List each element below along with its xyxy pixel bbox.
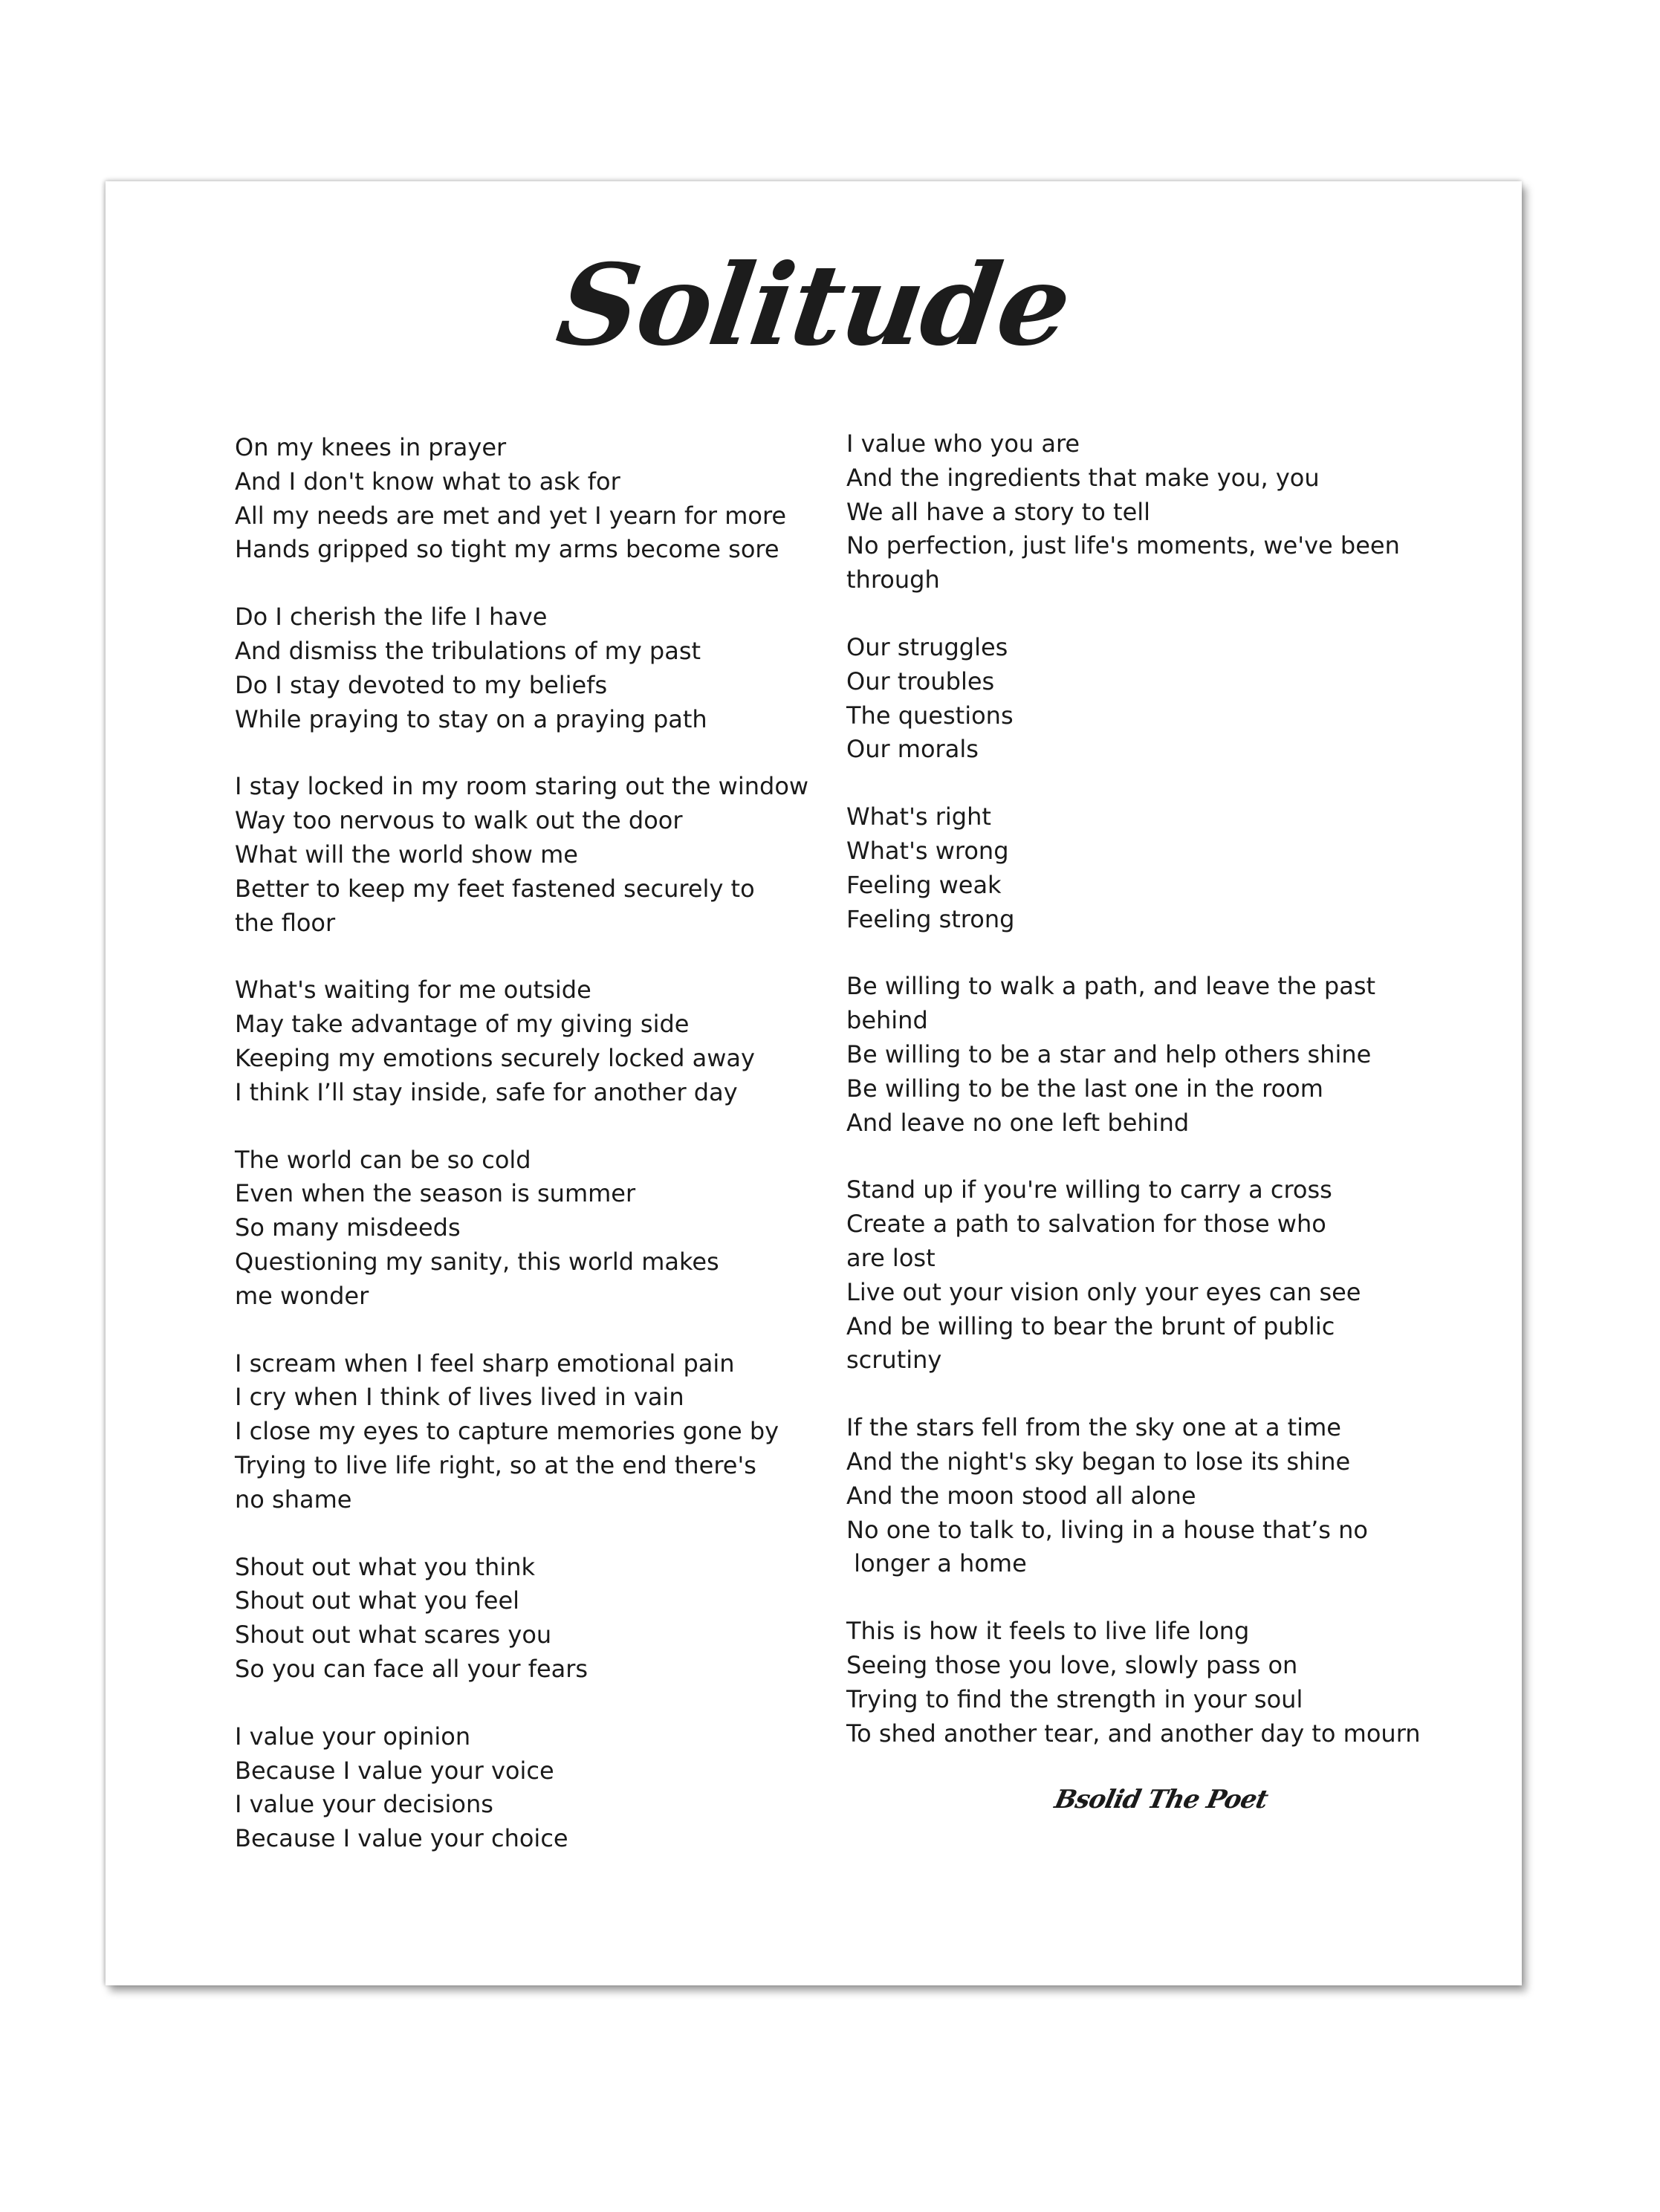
poem-line: Better to keep my feet fastened securely to: [235, 874, 755, 903]
poem-line: the floor: [235, 908, 336, 937]
poem-line: I think I’ll stay inside, safe for another day: [235, 1077, 738, 1106]
poem-line: I scream when I feel sharp emotional pain: [235, 1349, 735, 1378]
poem-line: And the ingredients that make you, you: [846, 463, 1320, 492]
poem-line: This is how it feels to live life long: [846, 1617, 1250, 1646]
poem-line: What's waiting for me outside: [235, 976, 591, 1005]
poem-line: Hands gripped so tight my arms become sore: [235, 535, 779, 564]
poem-line: Our morals: [846, 735, 979, 764]
poem-line: Questioning my sanity, this world makes: [235, 1247, 719, 1276]
poem-line: through: [846, 565, 940, 594]
poem-line: What's wrong: [846, 836, 1009, 865]
poem-line: Shout out what you feel: [235, 1586, 520, 1615]
poem-line: Do I stay devoted to my beliefs: [235, 670, 608, 699]
poem-line: Do I cherish the life I have: [235, 603, 548, 632]
poem-line: All my needs are met and yet I yearn for more: [235, 501, 787, 530]
poem-line: And dismiss the tribulations of my past: [235, 636, 701, 665]
poem-line: Way too nervous to walk out the door: [235, 806, 683, 835]
poem-line: Create a path to salvation for those who: [846, 1210, 1326, 1239]
poem-line: Seeing those you love, slowly pass on: [846, 1650, 1298, 1679]
poem-line: no shame: [235, 1485, 352, 1514]
poem-line: Because I value your choice: [235, 1824, 568, 1853]
stanza: [846, 1411, 1421, 1581]
poem-line: I value your opinion: [235, 1722, 471, 1751]
poem-line: While praying to stay on a praying path: [235, 704, 707, 733]
stanza: [235, 1144, 808, 1314]
poem-left-column: [235, 431, 808, 1890]
stanza: [235, 770, 808, 940]
stanza: [235, 973, 808, 1109]
poem-line: Shout out what scares you: [235, 1621, 552, 1650]
poem-line: And leave no one left behind: [846, 1108, 1190, 1137]
poem-print-sheet: [106, 181, 1522, 1985]
poem-line: I value your decisions: [235, 1790, 493, 1819]
poem-line: So many misdeeds: [235, 1213, 461, 1242]
poem-line: I value who you are: [846, 429, 1080, 458]
poem-line: Feeling strong: [846, 904, 1015, 933]
poem-line: What's right: [846, 802, 991, 831]
poem-line: Our struggles: [846, 632, 1008, 661]
poem-line: And the night's sky began to lose its shine: [846, 1447, 1351, 1476]
stanza: [846, 1173, 1421, 1378]
poem-line: Feeling weak: [846, 870, 1002, 899]
poem-line: scrutiny: [846, 1346, 942, 1375]
poem-line: Our troubles: [846, 666, 995, 695]
poem-line: What will the world show me: [235, 840, 578, 869]
poem-line: Even when the season is summer: [235, 1179, 636, 1208]
poem-line: are lost: [846, 1243, 936, 1272]
stanza: [235, 431, 808, 567]
poem-line: To shed another tear, and another day to mourn: [846, 1719, 1421, 1748]
stanza: [846, 631, 1421, 767]
poem-line: me wonder: [235, 1281, 369, 1310]
poem-line: Trying to find the strength in your soul: [846, 1684, 1303, 1713]
poem-line: Stand up if you're willing to carry a cross: [846, 1175, 1332, 1204]
poem-line: Trying to live life right, so at the end there's: [235, 1450, 756, 1479]
stanza: [235, 600, 808, 736]
author-signature: Bsolid The Poet: [1051, 1785, 1271, 1814]
poem-title: Solitude: [550, 240, 1077, 371]
poem-line: Live out your vision only your eyes can see: [846, 1277, 1361, 1306]
poem-line: And be willing to bear the brunt of public: [846, 1311, 1335, 1340]
stanza: [846, 970, 1421, 1140]
poem-line: If the stars fell from the sky one at a time: [846, 1413, 1341, 1442]
poem-line: Be willing to be a star and help others shine: [846, 1039, 1372, 1068]
poem-line: I stay locked in my room staring out the window: [235, 772, 809, 801]
poem-line: And the moon stood all alone: [846, 1481, 1196, 1510]
poem-line: And I don't know what to ask for: [235, 467, 620, 496]
poem-right-column: [846, 427, 1421, 1784]
poem-line: May take advantage of my giving side: [235, 1010, 690, 1039]
stanza: [235, 1347, 808, 1517]
poem-line: I close my eyes to capture memories gone by: [235, 1417, 779, 1446]
poem-line: Shout out what you think: [235, 1552, 536, 1581]
poem-line: On my knees in prayer: [235, 433, 507, 461]
poem-line: Be willing to be the last one in the room: [846, 1074, 1323, 1103]
poem-line: The world can be so cold: [235, 1145, 531, 1174]
stanza: [235, 1551, 808, 1687]
poem-line: We all have a story to tell: [846, 497, 1151, 526]
poem-line: So you can face all your fears: [235, 1654, 589, 1683]
stanza: [846, 800, 1421, 936]
poem-line: Be willing to walk a path, and leave the past: [846, 972, 1376, 1001]
poem-line: I cry when I think of lives lived in vain: [235, 1383, 684, 1412]
poem-line: Because I value your voice: [235, 1756, 554, 1785]
poem-line: longer a home: [846, 1549, 1027, 1578]
poem-line: Keeping my emotions securely locked away: [235, 1043, 755, 1072]
stanza: [846, 1615, 1421, 1751]
poem-line: No one to talk to, living in a house that’s no: [846, 1515, 1368, 1544]
poem-line: behind: [846, 1006, 928, 1035]
stanza: [235, 1720, 808, 1856]
stanza: [846, 427, 1421, 597]
poem-line: The questions: [846, 701, 1014, 730]
poem-line: No perfection, just life's moments, we've been: [846, 531, 1400, 560]
